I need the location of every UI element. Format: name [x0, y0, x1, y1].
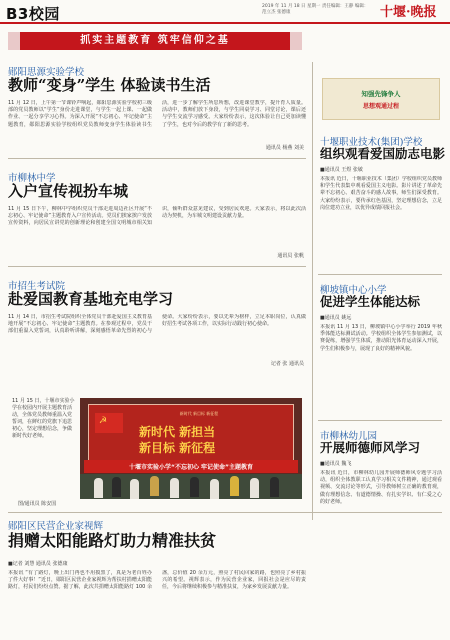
person-figure — [230, 476, 239, 496]
article1-headline: 教师“变身”学生 体验读书生活 — [8, 76, 211, 94]
side3-headline: 开展师德师风学习 — [320, 440, 421, 455]
article4-headline: 捐赠太阳能路灯助力精准扶贫 — [8, 531, 217, 550]
article3-body: 11 月 14 日，市招生考试院组织全体党员干部赴爱国主义教育基地开展“不忘初心、牢记使命”主题教育。在参观过程中，党员干部们重温入党誓词，认真聆听讲解，深刻感悟革命先烈的初心与使命。大家纷纷表示，要以先辈为榜样，立足本职岗位，认真做好招生考试各项工作，以实际行动践行初心使命。 — [8, 314, 306, 335]
photo-caption — [12, 398, 76, 499]
side2-kicker: 柳坡镇中心小学 — [320, 285, 387, 296]
article4-kicker: 郧阳区民营企业家视辉 — [8, 521, 104, 532]
flag-emblem-icon: ☭ — [99, 416, 108, 426]
article2-body: 11 月 15 日下午，柳林中学组织党员干部走进周边社区开展“不忘初心、牢记使命”主题教育入户宣传活动。党员们挨家挨户发放宣传资料，向居民宣讲党的创新理论和创建全国文明城市相关知识，倾听群众意见建议，受到居民欢迎。大家表示，将以此次活动为契机，为车城文明建设贡献力量。 — [8, 206, 306, 227]
banner-right-edge — [290, 32, 302, 50]
article3-credit: 记者 张 通讯员 — [270, 361, 304, 367]
side2-headline: 促进学生体能达标 — [320, 294, 421, 309]
photo-wall-title: 新时代 新目标 新征程 — [179, 411, 219, 416]
person-figure — [210, 479, 219, 499]
article1-credit: 通讯员 杨燕 刘美 — [265, 145, 304, 151]
section-divider-2 — [8, 266, 306, 267]
photo-crowd — [80, 474, 302, 499]
photo-slogan-2: 新目标 新征程 — [139, 441, 216, 455]
masthead — [0, 0, 450, 24]
article1-body: 11 月 12 日，上午第一节课铃声响起，郧阳思源实验学校初三级部的党员教师以“学生”身份走进课堂，与学生一起上课、一起做作业、一起分享学习心得。为深入开展“不忘初心、牢记使命”主题教育，郧阳思源实验学校组织党员教师变身学生体验读书生活，进一步了解学生所思所想，改进课堂教学，提升育人质量。活动中，教师们放下身段，与学生同桌学习、同堂讨论，课后还与学生交流学习感受。大家纷纷表示，这次体验让自己更加读懂了学生，也对今后的教学有了新的思考。 — [8, 100, 306, 128]
photo-banner — [84, 460, 298, 473]
person-figure — [150, 476, 159, 496]
photo-banner-text: 十堰市实验小学“不忘初心 牢记使命”主题教育 — [129, 464, 253, 471]
article3-kicker: 市招生考试院 — [8, 281, 66, 292]
person-figure — [190, 477, 199, 497]
article4-byline: ■记者 刘慧 通讯员 张德康 — [8, 561, 68, 567]
side2-body: 本报讯 11 月 13 日，柳坡镇中心小学举行 2019 年秋季体能达标测试活动。学校组织全体学生参加测试，以赛促练，增强学生体质，推动阳光体育运动深入开展，学生们积极参与，展现了良好的精神风貌。 — [320, 324, 442, 352]
side3-kicker: 市柳林幼儿园 — [320, 431, 378, 442]
side-divider-1 — [318, 274, 442, 275]
theme-banner — [20, 32, 290, 50]
banner-left-edge — [8, 32, 20, 50]
theme-banner-text: 抓实主题教育 筑牢信仰之基 — [80, 35, 230, 46]
side1-kicker: 十堰职业技术(集团)学校 — [320, 137, 423, 148]
article4-body: 本报讯 “有了路灯，晚上出门再也不用摸黑了，真是为老百姓办了件大好事！”近日，郧阳区民营企业家视辉为帮扶村捐赠太阳能路灯，村民们纷纷点赞。据了解，此次共捐赠太阳能路灯 100 余盏，总价值 20 余万元，照亮了村民回家的路，也照亮了乡村振兴的希望。视辉表示，作为民营企业家，回报社会是应尽的责任，今后将继续积极参与精准扶贫，为家乡发展贡献力量。 — [8, 570, 306, 591]
side1-headline: 组织观看爱国励志电影 — [320, 146, 446, 161]
photo-caption-text: 11 月 15 日，十堰市实验小学在校园内开展主题教育活动，全体党员教师重温入党誓词，在鲜红的党旗下追思初心，坚定理想信念，争做新时代好老师。 — [12, 398, 75, 439]
section-divider-1 — [8, 158, 306, 159]
newspaper-logo: 十堰·晚报 — [380, 5, 437, 20]
article1-kicker: 郧阳思源实验学校 — [8, 67, 85, 78]
side-slogan-badge — [322, 78, 440, 120]
side-divider-2 — [318, 420, 442, 421]
article2-headline: 入户宣传视扮车城 — [8, 182, 129, 200]
side1-byline: ■通讯员 王煜 张敏 — [320, 167, 363, 173]
side1-body: 本报讯 近日，十堰职业技术（集团）学校组织党员教师和学生代表集中观看爱国主义电影。影片讲述了革命先辈不忘初心、艰苦奋斗的感人故事，师生们深受教育。大家纷纷表示，要传承红色基因，坚定理想信念，立足岗位建功立业，以优异成绩回报社会。 — [320, 176, 442, 211]
photo-backdrop — [88, 404, 294, 462]
person-figure — [94, 478, 103, 498]
photo-slogan-1: 新时代 新担当 — [139, 425, 216, 439]
person-figure — [170, 478, 179, 498]
person-figure — [270, 477, 279, 497]
person-figure — [130, 479, 139, 499]
article2-kicker: 市柳林中学 — [8, 173, 56, 184]
photo-credit: 图/通讯员 陈安国 — [18, 501, 57, 507]
article3-headline: 赴爱国教育基地充电学习 — [8, 290, 174, 308]
article2-credit: 通讯员 张帆 — [277, 253, 304, 259]
side2-byline: ■通讯员 姚远 — [320, 315, 352, 321]
column-divider — [312, 62, 313, 520]
side3-body: 本报讯 近日，市柳林幼儿园开展师德师风专题学习活动，组织全体教职工认真学习相关文件精神，通过观看视频、交流讨论等形式，引导教师树立正确的教育观，做有理想信念、有道德情操、有扎实学识、有仁爱之心的好老师。 — [320, 470, 442, 505]
news-photo — [80, 398, 302, 499]
person-figure — [250, 478, 259, 498]
person-figure — [112, 477, 121, 497]
edition-info: 2019 年 11 月 18 日 星期一 责任编辑：王静 编辑：范立杰 张德康 — [262, 4, 369, 15]
badge-line-2: 思想观通过程 — [362, 103, 399, 110]
badge-line-1: 知强先锋争人 — [361, 90, 401, 98]
page-section-label: B3校园 — [6, 5, 60, 23]
side3-byline: ■通讯员 魏飞 — [320, 461, 352, 467]
